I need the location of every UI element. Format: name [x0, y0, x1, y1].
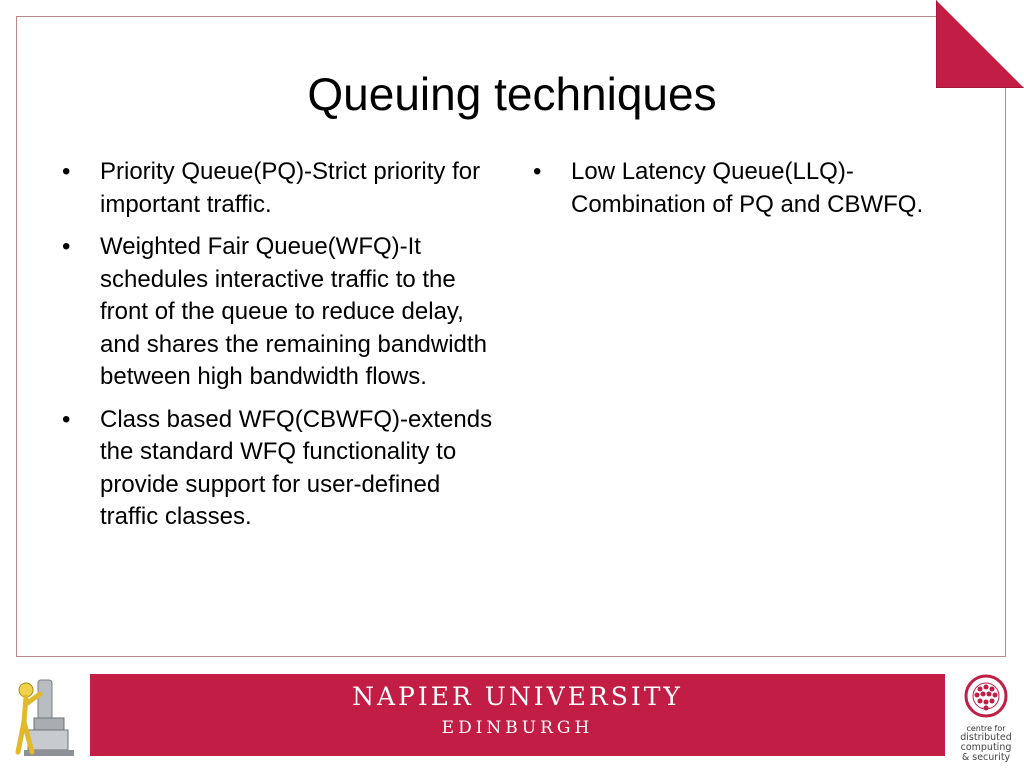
centre-logo-line1: centre for [966, 724, 1006, 733]
list-item [62, 231, 502, 394]
bullet-icon: • [62, 233, 71, 260]
slide-title: Queuing techniques [307, 68, 717, 120]
bullet-text: Weighted Fair Queue(WFQ)-It schedules interactive traffic to the front of the queue to reduce delay, and shares the remaining bandwidth between high bandwidth flows. [100, 233, 487, 390]
centre-logo-text [952, 725, 1020, 763]
university-name: NAPIER UNIVERSITY [352, 682, 683, 711]
right-bullet-list [533, 156, 933, 231]
university-banner [90, 674, 945, 756]
university-location: EDINBURGH [441, 718, 594, 738]
bullet-icon: • [62, 158, 71, 185]
list-item [533, 156, 933, 221]
bullet-text: Priority Queue(PQ)-Strict priority for important traffic. [100, 158, 481, 218]
centre-logo [952, 672, 1020, 762]
bullet-icon: • [62, 405, 71, 433]
bullet-text: Low Latency Queue(LLQ)-Combination of PQ and CBWFQ. [571, 158, 924, 218]
microscope-figure-logo-icon [6, 672, 84, 760]
centre-logo-line4: & security [961, 752, 1011, 763]
centre-logo-line2: distributed [960, 732, 1012, 743]
bullet-icon: • [533, 158, 542, 185]
list-item [62, 156, 502, 221]
left-bullet-list [62, 156, 502, 544]
centre-logo-line3: computing [960, 742, 1012, 753]
list-item [62, 404, 502, 534]
dotted-circle-logo-icon [952, 672, 1020, 720]
bullet-text: Class based WFQ(CBWFQ)-extends the standard WFQ functionality to provide support for user-defined traffic classes. [100, 405, 493, 530]
